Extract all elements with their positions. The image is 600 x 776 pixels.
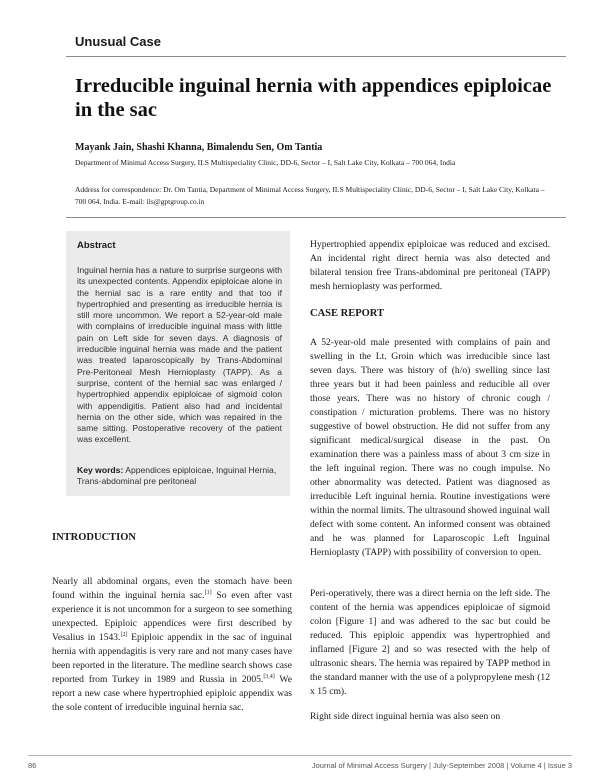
address-label: Address for correspondence: (75, 185, 162, 194)
case-report-paragraph-2: Peri-operatively, there was a direct hernia on the left side. The content of the hernia was appendices epiploicae of sigmoid colon [Figure 1] and was adhered to the sac but could be reduced. This epiploic appendix was hypertrophied and inflamed [Figure 2] and so was resected with the help of ultrasonic shears. The hernia was repaired by TAPP method in the standard manner with the use of a polypropylene mesh (12 x 15 cm). (310, 588, 550, 697)
section-label: Unusual Case (75, 34, 161, 49)
case-report-heading: CASE REPORT (310, 308, 385, 319)
case-report-paragraph-3: Right side direct inguinal hernia was also seen on (310, 711, 501, 722)
introduction-heading: INTRODUCTION (52, 532, 137, 543)
right-top-paragraph: Hypertrophied appendix epiploicae was reduced and excised. An incidental right direct hernia was also detected and bilateral tension free Trans-abdominal pre peritoneal (TAPP) mesh hernioplasty was performed. (310, 239, 550, 292)
title-rule (66, 217, 566, 218)
introduction-paragraph: Nearly all abdominal organs, even the stomach have been found within the inguinal hernia sac.[1] So even after vast experience it is not uncommon for a surgeon to see something unexpected. Epiploic appendices were first described by Vesalius in 1543.[2] Epiploic appendix in the sac of inguinal hernia with appendagitis is very rare and not many cases have been reported in the literature. The medline search shows case reported from Turkey in 1989 and Russia in 2005.[3,4] We report a new case where hypertrophied epiploic appendix was the sole content of irreducible inguinal hernia sac. (52, 576, 292, 713)
keywords-text: Appendices epiploicae, Inguinal Hernia, Trans-abdominal pre peritoneal (77, 465, 277, 487)
keywords-label: Key words: (77, 465, 124, 475)
affiliation: Department of Minimal Access Surgery, ILS Multispeciality Clinic, DD-6, Sector – I, Salt Lake City, Kolkata – 700 064, India (75, 158, 456, 167)
author-list: Mayank Jain, Shashi Khanna, Bimalendu Sen, Om Tantia (75, 142, 323, 153)
ref-2: [2] (120, 631, 128, 638)
page-number: 86 (28, 761, 37, 770)
address-text: Dr. Om Tantia, Department of Minimal Access Surgery, ILS Multispeciality Clinic, DD-6, Sector – I, Salt Lake City, Kolkata – 700 064, India. E-mail: ils@gptgroup.co.in (75, 185, 545, 206)
correspondence-address (75, 184, 545, 208)
abstract-heading: Abstract (77, 240, 116, 251)
ref-1: [1] (204, 589, 212, 596)
footer-rule (28, 755, 572, 756)
ref-3-4: [3,4] (263, 673, 275, 680)
abstract-text: Inguinal hernia has a nature to surprise surgeons with its unexpected contents. Appendix epiploicae alone in the hernial sac is a rare entity and that too if hypertrophied and presenting as irreducible hernia is still more uncommon. We report a 52-year-old male with complains of irreducible inguinal mass with little pain on Left side for seven days. A diagnosis of irreducible inguinal hernia was made and the patient was treated laparoscopically by Trans-Abdominal Pre-Peritoneal Mesh Hernioplasty (TAPP). As a surprise, content of the hernial sac was enlarged / hypertrophied appendix epiploicae of sigmoid colon with appendigitis. Patient also had and incidental hernia on the other side, which was repaired in the same sitting. Postoperative recovery of the patient was excellent. (77, 265, 282, 445)
header-rule (66, 56, 566, 57)
case-report-paragraph-1: A 52-year-old male presented with complains of pain and swelling in the Lt. Groin which was irreducible since last seven days. There was history of (h/o) swelling since last three years but it had been painless and reducible all over those years. There was no history of chronic cough / constipation / micturation problems. There was no history suggestive of bowel obstruction. He did not suffer from any significant medical/surgical disease in the past. On examination there was a painless mass of about 3 cm size in the left inguinal region. There was no cough impulse. No other abnormality was detected. Patient was diagnosed as irreducible Left inguinal hernia. Routine investigations were within the normal limits. The ultrasound showed inguinal wall defect with some content. An informed consent was obtained and he was planned for Laparoscopic Left Inguinal Hernioplasty (TAPP) with possibility of conversion to open. (310, 337, 550, 558)
journal-footer: Journal of Minimal Access Surgery | July-September 2008 | Volume 4 | Issue 3 (311, 761, 572, 770)
article-title: Irreducible inguinal hernia with appendices epiploicae in the sac (75, 75, 552, 121)
keywords (77, 465, 282, 488)
